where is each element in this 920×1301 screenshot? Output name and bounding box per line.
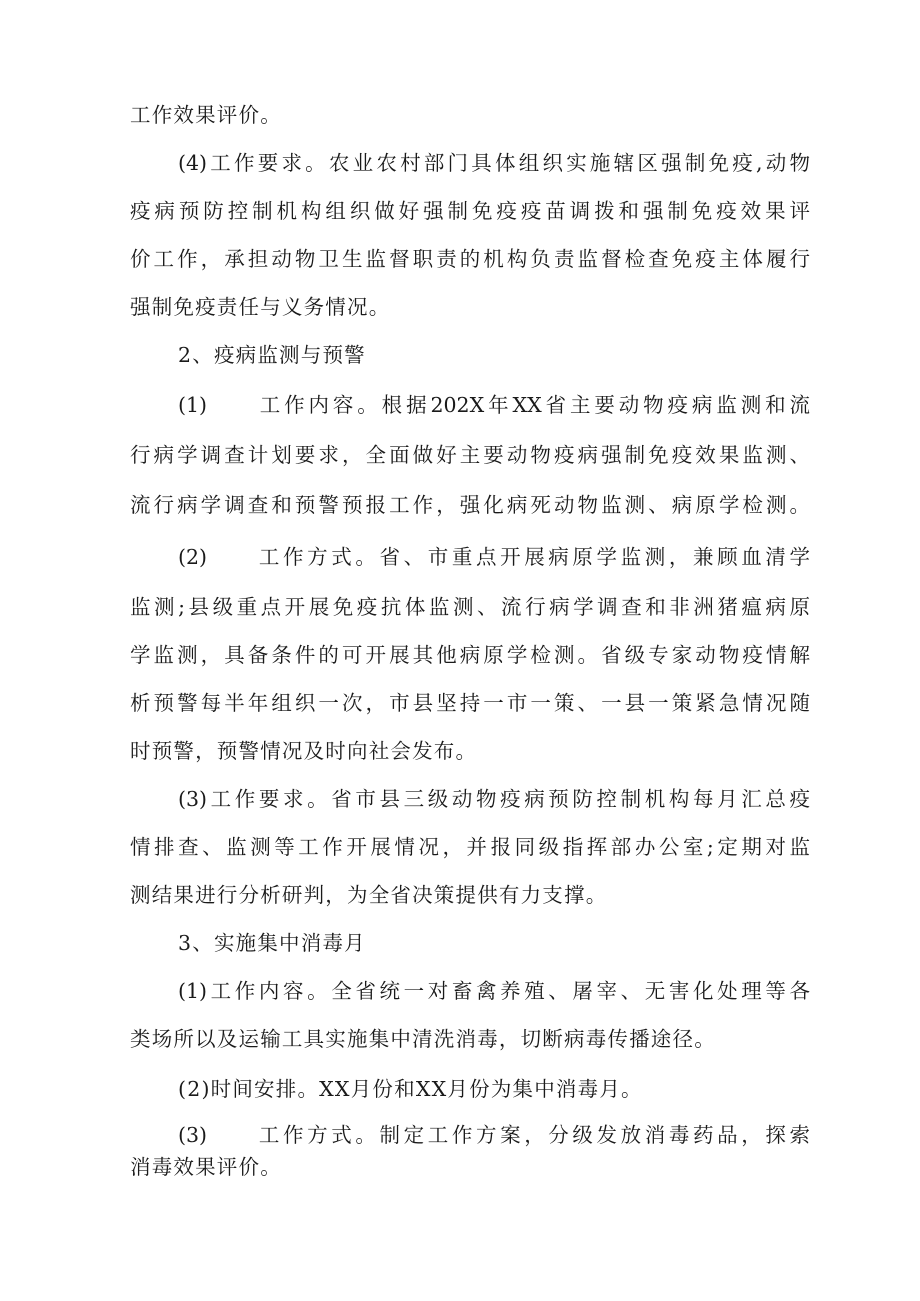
text-line: 价工作，承担动物卫生监督职责的机构负责监督检查免疫主体履行 <box>130 247 810 271</box>
text-line: (2)时间安排。XX月份和XX月份为集中消毒月。 <box>178 1077 643 1101</box>
text-line: 消毒效果评价。 <box>130 1155 282 1179</box>
text-line: 疫病预防控制机构组织做好强制免疫疫苗调拨和强制免疫效果评 <box>130 199 810 223</box>
text-line: 强制免疫责任与义务情况。 <box>130 295 391 319</box>
text-line: 流行病学调查和预警预报工作，强化病死动物监测、病原学检测。 <box>130 493 810 517</box>
text-line: (1)工作内容。全省统一对畜禽养殖、屠宰、无害化处理等各 <box>178 979 810 1003</box>
text-line: 行病学调查计划要求，全面做好主要动物疫病强制免疫效果监测、 <box>130 443 810 467</box>
text-line: 析预警每半年组织一次，市县坚持一市一策、一县一策紧急情况随 <box>130 691 810 715</box>
text-line: 工作效果评价。 <box>130 103 282 127</box>
text-line: 学监测，具备条件的可开展其他病原学检测。省级专家动物疫情解 <box>130 643 810 667</box>
text-line: 类场所以及运输工具实施集中清洗消毒，切断病毒传播途径。 <box>130 1027 716 1051</box>
text-line: 监测;县级重点开展免疫抗体监测、流行病学调查和非洲猪瘟病原 <box>130 595 810 619</box>
text-line: (3)工作要求。省市县三级动物疫病预防控制机构每月汇总疫 <box>178 787 810 811</box>
text-line: 情排查、监测等工作开展情况，并报同级指挥部办公室;定期对监 <box>130 835 810 859</box>
text-line: (2) 工作方式。省、市重点开展病原学监测，兼顾血清学 <box>178 545 810 569</box>
text-line: 时预警，预警情况及时向社会发布。 <box>130 739 478 763</box>
text-line: (1) 工作内容。根据202X年XX省主要动物疫病监测和流 <box>178 393 810 417</box>
text-line: (4)工作要求。农业农村部门具体组织实施辖区强制免疫,动物 <box>178 151 810 175</box>
text-line: (3) 工作方式。制定工作方案，分级发放消毒药品，探索 <box>178 1123 810 1147</box>
text-line: 测结果进行分析研判，为全省决策提供有力支撑。 <box>130 883 608 907</box>
section-heading: 3、实施集中消毒月 <box>178 931 366 955</box>
section-heading: 2、疫病监测与预警 <box>178 343 366 367</box>
